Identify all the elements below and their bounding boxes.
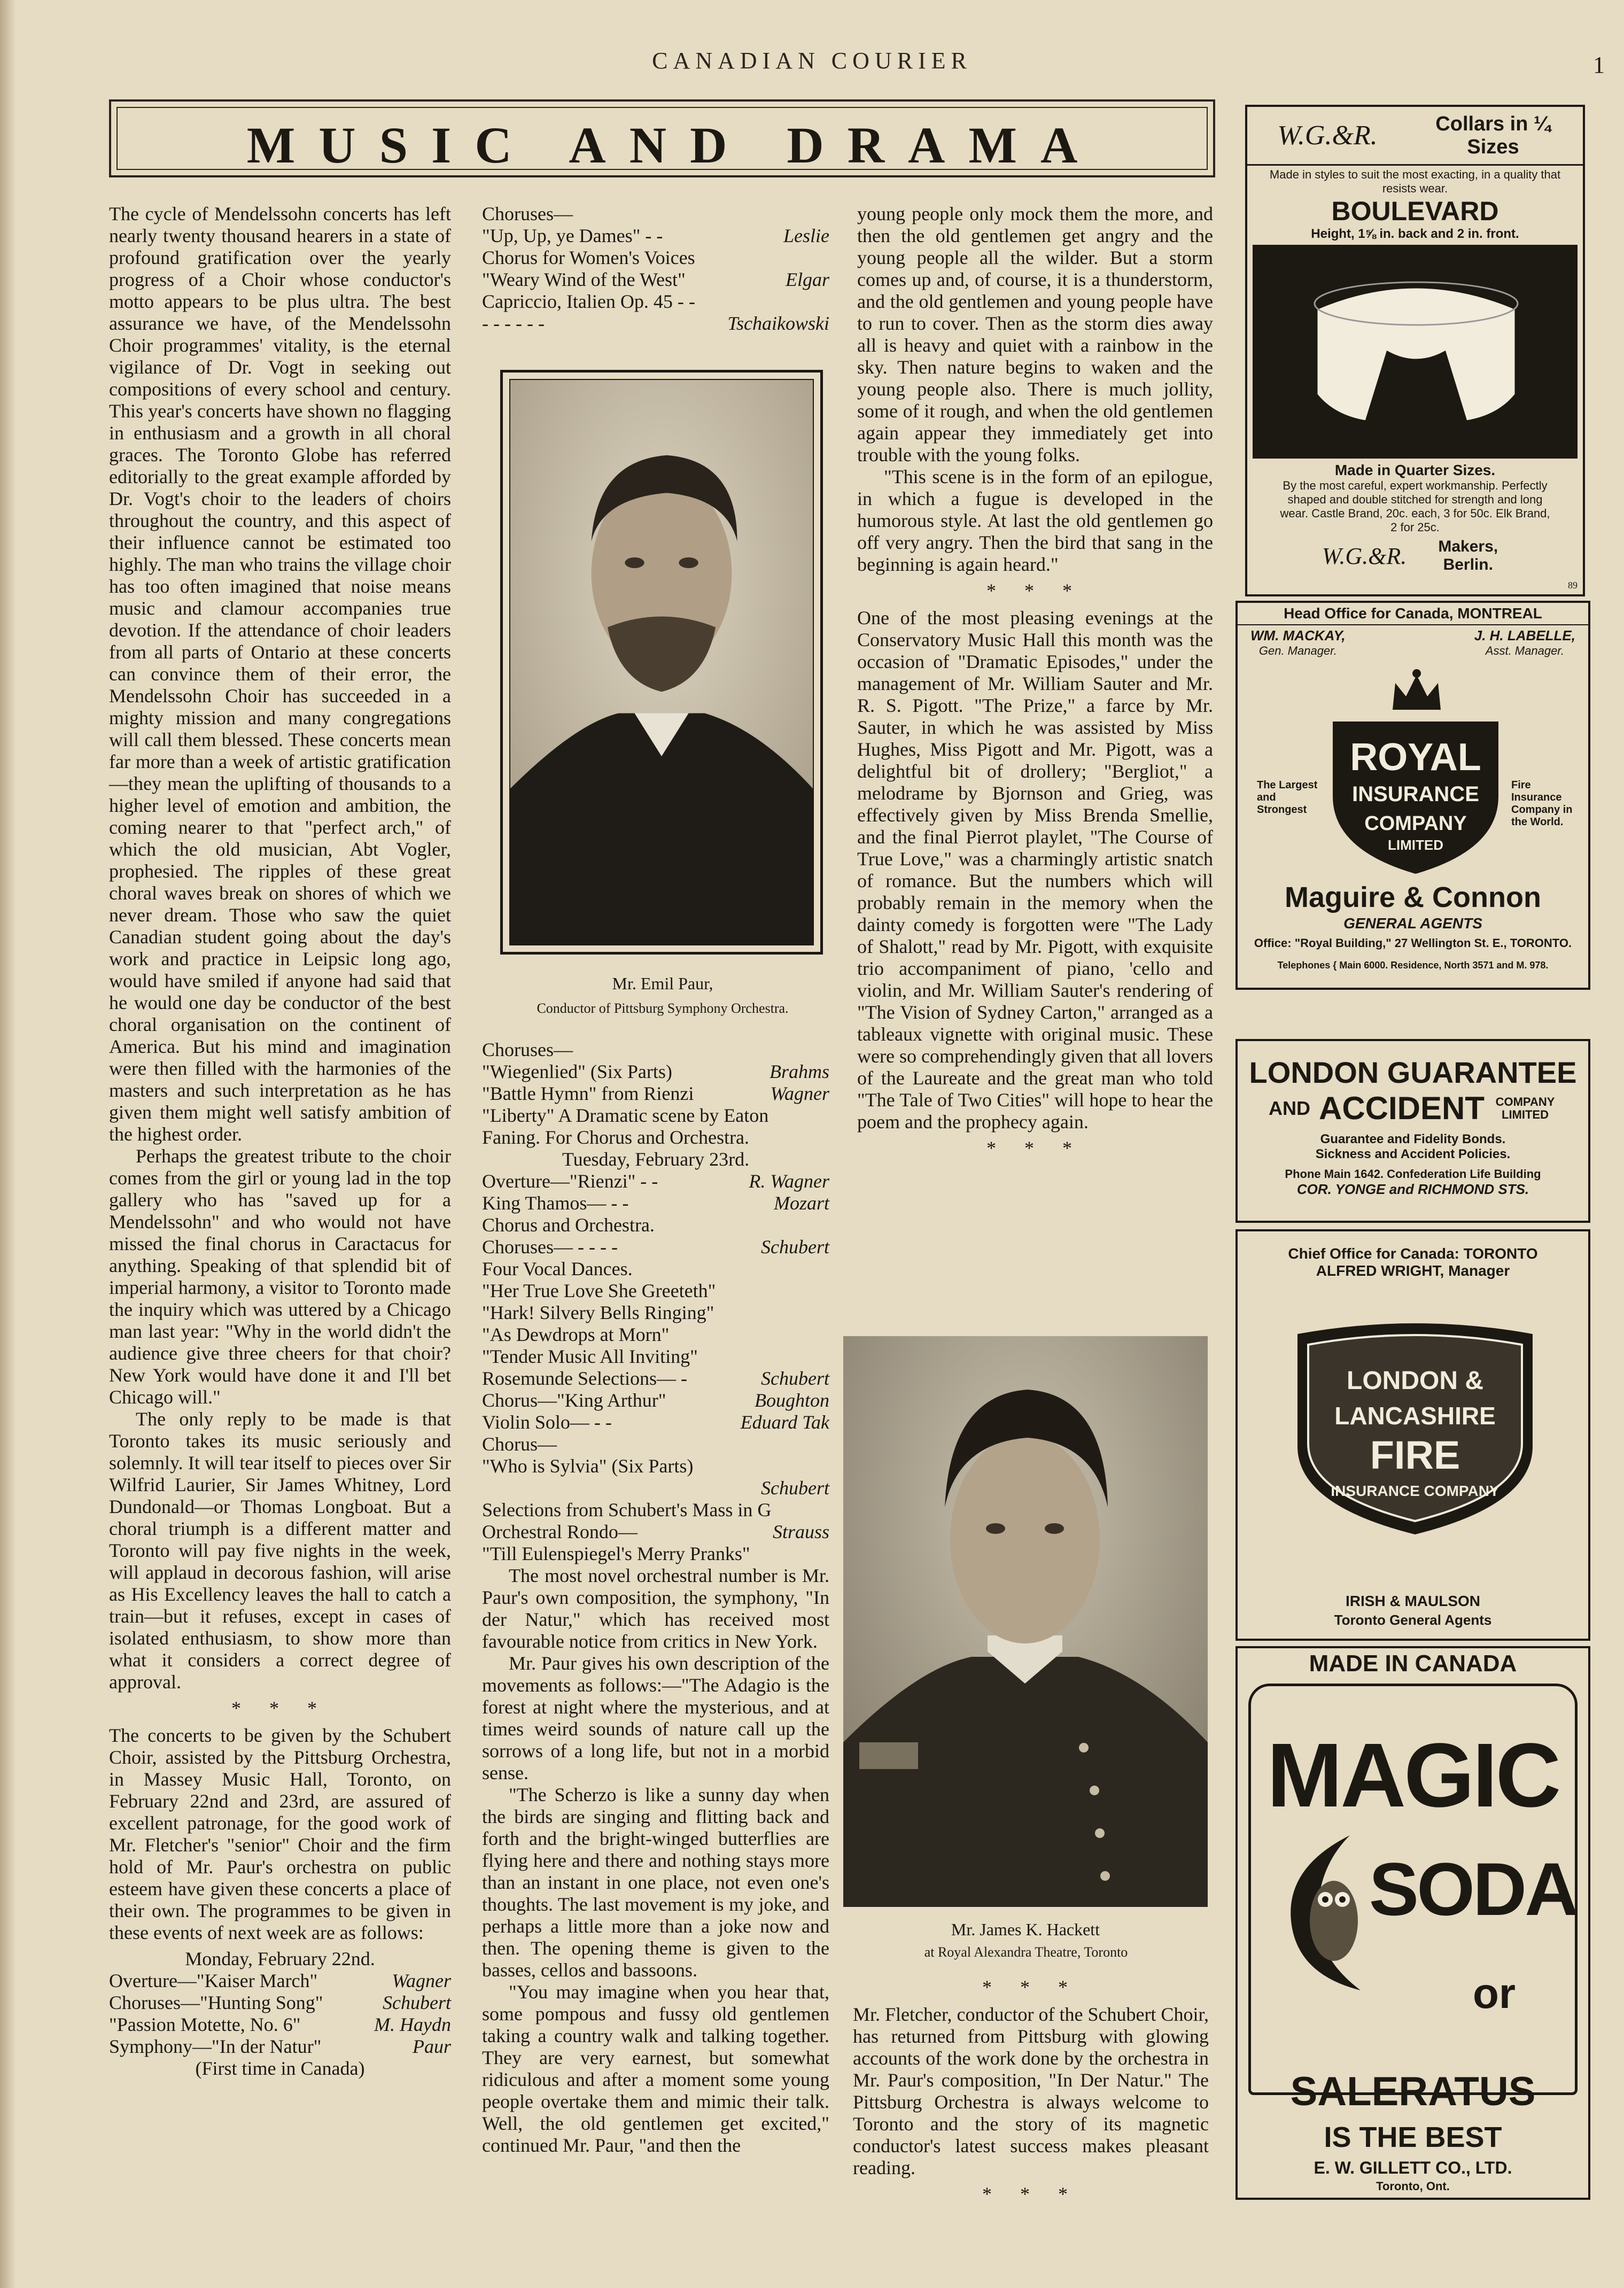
royal-head-office: Head Office for Canada, MONTREAL	[1238, 603, 1588, 625]
section-divider: * * *	[986, 580, 1084, 601]
program-item	[109, 2036, 451, 2058]
royal-shield-text: LIMITED	[1388, 837, 1443, 853]
royal-manager-title: Gen. Manager.	[1258, 644, 1337, 657]
collars-headline: Collars in ¼ Sizes	[1435, 112, 1551, 158]
program-heading: Choruses—	[482, 203, 573, 224]
collars-makers: Makers, Berlin.	[1438, 538, 1498, 573]
royal-manager-name: WM. MACKAY,	[1250, 627, 1346, 643]
program-item-composer: Schubert	[761, 1236, 829, 1258]
paragraph: Mr. Paur gives his own description of the movements as follows:—"The Adagio is the forest at night where the mysterious, and at times weird sounds of nature call up the sorrows of a long life, but not in a morbid sense.	[482, 1653, 829, 1783]
program-list	[482, 1170, 829, 1565]
program-item-composer: Eduard Tak	[740, 1411, 829, 1433]
paragraph: The cycle of Mendelssohn concerts has left nearly twenty thousand hearers in a state of profound gratification over the yearly progress of a Choir whose conductor's motto appears to be plus ultra. The best assurance we have, of the Mendelssohn Choir programmes' vitality, is the eternal vigilance of Dr. Vogt in seeking out compositions of every school and century. This year's concerts have shown no flagging in enthusiasm and a growth in all choral graces. The Toronto Globe has referred editorially to the great example afforded by Dr. Vogt's choir to the leaders of choirs throughout the country, and this aspect of their influence cannot be estimated too highly. The man who trains the village choir has too often imagined that noise means music and clamour accompanies true devotion. If the attendance of choir leaders from all parts of Ontario at these concerts can convince them of their error, the Mendelssohn Choir has succeeded in a mighty mission and many congregations will call them blessed. These concerts mean far more than a week of artistic gratification—they mean the uplifting of thousands to a higher level of emotion and ambition, the coming nearer to that "perfect arch," of which the old musician, Abt Vogler, prophesied. The ripples of these great choral waves break on shores of which we never dream. Those who saw the quiet Canadian student going about the day's work and practice in Leipsic long ago, would have smiled if anyone had said that he would one day be conductor of the best choral organisation on the continent of America. But his mind and imagination were then filled with the harmonies of the masters and such interpretation as he has given them might well satisfy ambition of the highest order.	[109, 203, 451, 1145]
program-item	[482, 269, 829, 291]
ad-magic-soda	[1236, 1646, 1590, 2200]
program-item	[482, 1083, 829, 1105]
program-item-title: Orchestral Rondo—	[482, 1521, 638, 1542]
collars-quarter-sizes: Made in Quarter Sizes.	[1334, 462, 1496, 478]
page-number: 1	[1593, 52, 1605, 78]
program-item	[482, 1521, 829, 1543]
ll-shield-text: LANCASHIRE	[1334, 1402, 1496, 1430]
program-item-title: Rosemunde Selections— -	[482, 1368, 687, 1389]
program-item-composer: Strauss	[772, 1521, 829, 1542]
program-item	[482, 1214, 829, 1236]
magic-or: or	[1473, 1969, 1516, 2017]
program-item-composer: Wagner	[770, 1083, 829, 1104]
section-divider: * * *	[982, 2183, 1079, 2205]
ll-shield	[1292, 1313, 1538, 1537]
section-title: MUSIC AND DRAMA	[246, 117, 1101, 174]
lg-line: Guarantee and Fidelity Bonds.	[1320, 1132, 1506, 1146]
program-item-composer: Wagner	[392, 1970, 451, 1991]
program-item	[482, 1433, 829, 1455]
program-item	[482, 1543, 829, 1565]
program-item-composer: Schubert	[761, 1368, 829, 1389]
program-item	[482, 1346, 829, 1368]
program-item-title: "Liberty" A Dramatic scene by Eaton Faning. For Chorus and Orchestra.	[482, 1105, 769, 1148]
program-item-title: "Her True Love She Greeteth"	[482, 1280, 716, 1301]
program-item-title: Four Vocal Dances.	[482, 1258, 633, 1279]
section-divider: * * *	[982, 1976, 1079, 1998]
program-date: Tuesday, February 23rd.	[562, 1149, 750, 1170]
collar-illustration	[1253, 245, 1578, 459]
article-column-2	[482, 203, 829, 363]
magic-city: Toronto, Ont.	[1376, 2180, 1450, 2193]
program-item-title: Symphony—"In der Natur"	[109, 2036, 322, 2057]
program-item-title: "Wiegenlied" (Six Parts)	[482, 1061, 672, 1082]
program-item-title: Chorus—"King Arthur"	[482, 1390, 666, 1411]
program-item-title: "Hark! Silvery Bells Ringing"	[482, 1302, 714, 1323]
program-list	[109, 1970, 451, 2058]
collars-brand-name: BOULEVARD	[1331, 196, 1499, 226]
ll-shield-text: LONDON &	[1347, 1367, 1483, 1395]
program-item	[482, 1368, 829, 1390]
lg-address: COR. YONGE and RICHMOND STS.	[1296, 1181, 1529, 1197]
program-item-title: "Till Eulenspiegel's Merry Pranks"	[482, 1543, 750, 1564]
program-list	[482, 225, 829, 335]
royal-shield-text: COMPANY	[1364, 812, 1467, 835]
program-item	[482, 225, 829, 247]
program-item-composer: Schubert	[383, 1992, 451, 2013]
photo-james-hackett	[843, 1336, 1208, 1907]
program-item-title: Chorus—	[482, 1433, 557, 1455]
program-item-title: Violin Solo— - -	[482, 1411, 612, 1433]
program-item-composer: Mozart	[773, 1192, 829, 1214]
magic-soda: SODA	[1369, 1847, 1577, 1931]
photo-caption-sub: at Royal Alexandra Theatre, Toronto	[924, 1944, 1128, 1960]
lg-and: AND	[1269, 1097, 1310, 1119]
collars-tagline: Made in styles to suit the most exacting, in a quality that resists wear.	[1269, 168, 1561, 195]
magic-saleratus: SALERATUS	[1290, 2069, 1536, 2114]
program-item-composer: Boughton	[755, 1390, 829, 1411]
program-item	[109, 1970, 451, 1992]
lg-company: COMPANY LIMITED	[1495, 1095, 1555, 1121]
royal-asst-manager-title: Asst. Manager.	[1485, 644, 1564, 657]
royal-shield-text: INSURANCE	[1352, 782, 1479, 806]
ll-manager: ALFRED WRIGHT, Manager	[1316, 1262, 1510, 1279]
program-item	[482, 1324, 829, 1346]
lg-line: Phone Main 1642. Confederation Life Building	[1285, 1167, 1541, 1181]
royal-office: Office: "Royal Building," 27 Wellington St. E., TORONTO.	[1254, 936, 1572, 950]
program-item	[482, 247, 829, 269]
article-column-2-lower	[482, 1039, 829, 2188]
program-item-title: "As Dewdrops at Morn"	[482, 1324, 670, 1345]
program-item-composer: Schubert	[761, 1477, 829, 1499]
program-list	[482, 1061, 829, 1149]
program-item-title: Selections from Schubert's Mass in G	[482, 1499, 772, 1521]
program-item	[482, 1477, 829, 1499]
program-item-composer: Tschaikowski	[727, 313, 829, 334]
program-item	[482, 291, 829, 313]
ad-royal-insurance	[1236, 601, 1590, 990]
program-item	[482, 1061, 829, 1083]
program-item	[109, 1992, 451, 2014]
paragraph: "You may imagine when you hear that, some pompous and fussy old gentlemen taking a country walk and talking together. They are very earnest, but somewhat ridiculous and after a moment some young people overtake them and mimic their talk. Well, the old gentlemen get excited," continued Mr. Paur, "and then the	[482, 1981, 829, 2156]
program-date: Monday, February 22nd.	[185, 1948, 375, 1969]
royal-asst-manager-name: J. H. LABELLE,	[1474, 627, 1575, 643]
paragraph: Mr. Fletcher, conductor of the Schubert Choir, has returned from Pittsburg with glowing accounts of the work done by the orchestra in Mr. Paur's composition, "In Der Natur." The Pittsburg Orchestra is always welcome to Toronto and the story of its magnetic conductor's latest success makes pleasant reading.	[853, 2004, 1209, 2178]
program-item-composer: Leslie	[783, 225, 829, 246]
program-item-composer: R. Wagner	[749, 1170, 829, 1192]
paragraph: "This scene is in the form of an epilogue, in which a fugue is developed in the humorous style. At last the old gentlemen go off very angry. Then the bird that sang in the beginning is again heard."	[857, 466, 1213, 575]
ad-london-guarantee	[1236, 1039, 1590, 1223]
royal-right-text: Fire Insurance Company in the World.	[1511, 779, 1573, 828]
paragraph: The most novel orchestral number is Mr. Paur's own composition, the symphony, "In der Natur," which has received most favourable notice from critics in New York.	[482, 1565, 829, 1652]
ad-london-lancashire	[1236, 1229, 1590, 1641]
program-item-composer: M. Haydn	[374, 2014, 451, 2035]
program-item-composer: Paur	[413, 2036, 451, 2057]
royal-left-text: The Largest and Strongest	[1257, 779, 1318, 816]
program-item-title: "Weary Wind of the West"	[482, 269, 686, 290]
royal-agents: Maguire & Connon	[1285, 881, 1541, 913]
royal-crown-icon	[1387, 667, 1446, 715]
program-item	[482, 1302, 829, 1324]
program-item-title: "Battle Hymn" from Rienzi	[482, 1083, 694, 1104]
program-item	[482, 1499, 829, 1521]
program-item-title: "Passion Motette, No. 6"	[109, 2014, 301, 2035]
article-column-1	[109, 203, 451, 2106]
program-note: (First time in Canada)	[195, 2058, 365, 2079]
lg-accident: ACCIDENT	[1319, 1090, 1485, 1126]
photo-caption: Mr. James K. Hackett	[951, 1920, 1100, 1939]
collars-logo-small: W.G.&R.	[1322, 542, 1407, 569]
program-item	[482, 1170, 829, 1192]
portrait-james-hackett	[843, 1336, 1208, 1907]
owl-moon-icon	[1270, 1825, 1377, 1996]
magic-is-the-best: IS THE BEST	[1324, 2121, 1502, 2153]
lg-title: LONDON GUARANTEE	[1249, 1056, 1577, 1089]
program-item-title: "Who is Sylvia" (Six Parts)	[482, 1455, 694, 1477]
program-item-title: "Up, Up, ye Dames" - -	[482, 225, 663, 246]
paragraph: "The Scherzo is like a sunny day when the birds are singing and flitting back and forth and the bright-winged butterflies are flying here and there and nothing stays more than an instant in one place, not even one's thoughts. The last movement is my joke, and perhaps a little more than a joke now and then. The opening theme is given to the basses, cellos and bassoons.	[482, 1784, 829, 1981]
program-item-composer: Elgar	[785, 269, 829, 290]
publication-name: CANADIAN COURIER	[652, 48, 972, 74]
royal-phones: Telephones { Main 6000. Residence, North 3571 and M. 978.	[1277, 960, 1549, 971]
lg-line: Sickness and Accident Policies.	[1315, 1147, 1511, 1161]
program-item	[482, 1280, 829, 1302]
paragraph: The concerts to be given by the Schubert Choir, assisted by the Pittsburg Orchestra, in Massey Music Hall, Toronto, on February 22nd and 23rd, are assured of excellent patronage, for the good work of Mr. Fletcher's "senior" Choir and the firm hold of Mr. Paur's orchestra on public esteem have given these concerts a place of their own. The programmes to be given in these events of next week are as follows:	[109, 1725, 451, 1943]
page-edge	[0, 0, 16, 2288]
magic-maker: E. W. GILLETT CO., LTD.	[1314, 2158, 1512, 2177]
collars-height: Height, 1⅝ in. back and 2 in. front.	[1311, 227, 1519, 241]
program-item	[482, 1236, 829, 1258]
paragraph: One of the most pleasing evenings at the Conservatory Music Hall this month was the occasion of "Dramatic Episodes," under the management of Mr. William Sauter and Mr. R. S. Pigott. "The Prize," a farce by Mr. Sauter, in which he was assisted by Miss Hughes, Miss Pigott and Mr. Pigott, was a delightful bit of drollery; "Bergliot," a melodrame by Bjornson and Grieg, was effectively given by Miss Brenda Smellie, and the final Pierrot playlet, "The Course of True Love," was a charmingly artistic snatch of romance. But the numbers which will probably remain in the memory when the dainty comedy is forgotten were "The Lady of Shalott," read by Mr. Pigott, with exquisite trio accompaniment of piano, 'cello and violin, and Mr. William Sauter's rendering of "The Vision of Sydney Carton," arranged as a tableaux vignette with original music. These were so comprehendingly given that all lovers of the Laureate and the great man who told "The Tale of Two Cities" will hope to hear the poem and the prophecy again.	[857, 607, 1213, 1133]
program-item-title: Overture—"Kaiser March"	[109, 1970, 318, 1991]
photo-caption-sub: Conductor of Pittsburg Symphony Orchestra.	[537, 1000, 789, 1016]
royal-shield	[1327, 716, 1504, 877]
ad-collars	[1245, 105, 1585, 596]
photo-emil-paur	[510, 380, 813, 944]
program-item-title: Choruses— - - - -	[482, 1236, 618, 1258]
magic-made-in: MADE IN CANADA	[1309, 1650, 1517, 1677]
program-item	[482, 1105, 829, 1149]
section-divider: * * *	[231, 1697, 329, 1719]
program-item	[482, 1192, 829, 1214]
article-column-3-lower	[853, 1972, 1209, 2213]
program-item-title: King Thamos— - -	[482, 1192, 629, 1214]
paragraph: The only reply to be made is that Toronto takes its music seriously and solemnly. It will tear itself to pieces over Sir Wilfrid Laurier, Sir James Whitney, Lord Dundonald—or Thomas Longboat. But a choral triumph is a different matter and Toronto will pay five nights in the week, will applaud in decorous fashion, will arise as His Excellency leaves the hall to catch a train—but it refuses, except in cases of isolated enthusiasm, to show more than what it considers a correct degree of approval.	[109, 1408, 451, 1693]
program-item	[482, 1411, 829, 1433]
program-item	[482, 1390, 829, 1411]
paragraph: Perhaps the greatest tribute to the choir comes from the girl or young lad in the top gallery who has "saved up for a Mendelssohn" and who would not have missed the final chorus in Caractacus for anything. Speaking of that splendid bit of imperial harmony, a visitor to Toronto made the inquiry which was uttered by a Chicago man last year: "Why in the world didn't the audience give three cheers for that choir? New York would have done it and I'll bet Chicago will."	[109, 1145, 451, 1408]
paragraph: young people only mock them the more, and then the old gentlemen get angry and the young people all the wilder. But a storm comes up and, of course, it is a thunderstorm, and the old gentlemen and young people have to run to cover. Then as the storm dies away all is heavy and quiet with a rainbow in the sky. Then nature begins to waken and the young people also. There is much jollity, some of it rough, and when the old gentlemen again appear they immediately get into trouble with the young folks.	[857, 203, 1213, 466]
article-column-3	[857, 203, 1213, 1299]
program-item-title: Chorus and Orchestra.	[482, 1214, 655, 1236]
royal-agents-sub: GENERAL AGENTS	[1343, 915, 1482, 932]
collars-body: By the most careful, expert workmanship. Perfectly shaped and double stitched for strength and long wear. Castle Brand, 20c. each, 3 for 50c. Elk Brand, 2 for 25c.	[1280, 479, 1550, 534]
collars-logo: W.G.&R.	[1277, 120, 1378, 151]
program-item-title: - - - - - -	[482, 313, 545, 334]
program-item-title: Choruses—"Hunting Song"	[109, 1992, 323, 2013]
ad-number: 89	[1568, 580, 1578, 591]
section-title-frame	[109, 99, 1215, 177]
program-item-title: Chorus for Women's Voices	[482, 247, 695, 268]
program-item	[482, 1258, 829, 1280]
royal-shield-text: ROYAL	[1350, 736, 1481, 779]
ll-head: Chief Office for Canada: TORONTO	[1288, 1245, 1538, 1262]
ll-agents-sub: Toronto General Agents	[1334, 1612, 1492, 1628]
portrait-emil-paur	[500, 370, 823, 955]
collar-icon	[1253, 245, 1580, 459]
ll-shield-text: INSURANCE COMPANY	[1331, 1483, 1499, 1499]
ll-shield-text: FIRE	[1370, 1433, 1460, 1477]
program-item-title: "Tender Music All Inviting"	[482, 1346, 698, 1367]
program-item-title: Capriccio, Italien Op. 45 - -	[482, 291, 695, 312]
program-item	[109, 2014, 451, 2036]
photo-caption: Mr. Emil Paur,	[612, 974, 713, 993]
program-item-composer: Brahms	[769, 1061, 829, 1082]
program-item-title: Overture—"Rienzi" - -	[482, 1170, 658, 1192]
ll-agents: IRISH & MAULSON	[1346, 1593, 1480, 1609]
magic-title: MAGIC	[1266, 1725, 1559, 1826]
program-item	[482, 313, 829, 335]
program-item	[482, 1455, 829, 1477]
program-heading: Choruses—	[482, 1039, 573, 1060]
section-divider: * * *	[986, 1137, 1084, 1159]
